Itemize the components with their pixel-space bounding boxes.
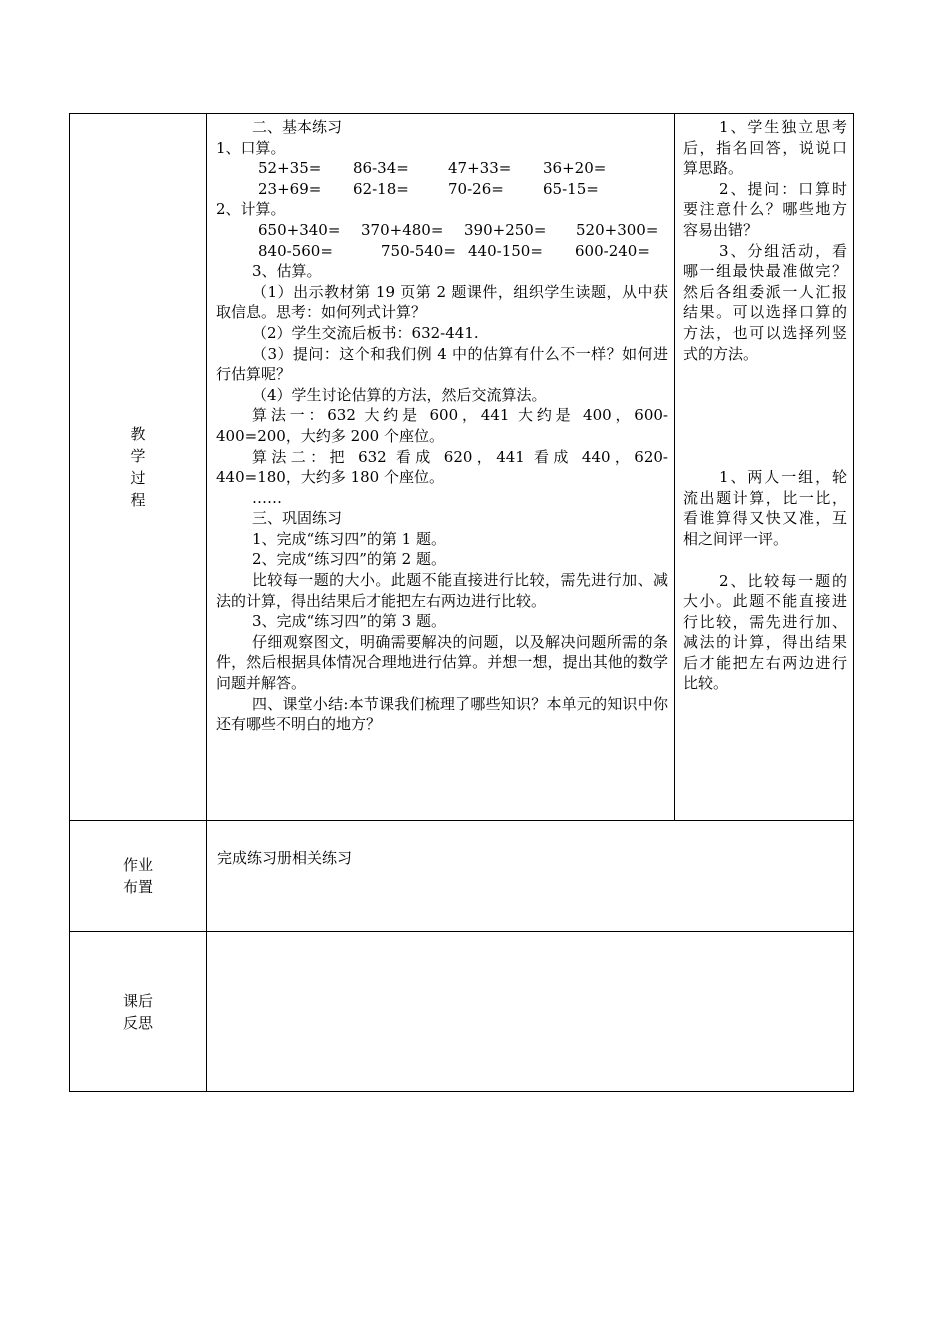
expression: 600-240= — [575, 241, 650, 260]
expression: 86-34= — [353, 159, 409, 178]
oral-calc-row-1 — [216, 158, 668, 179]
label-line: 作业 — [122, 856, 153, 874]
method-1: 算法一：632 大约是 600，441 大约是 400，600-400=200，大约多 200 个座位。 — [216, 406, 668, 445]
teaching-content-cell — [207, 114, 675, 821]
expression: 70-26= — [448, 179, 504, 198]
homework-cell: 完成练习册相关练习 — [207, 821, 854, 932]
expression: 650+340= — [258, 220, 341, 239]
activity-2: 2、提问：口算时要注意什么？哪些地方容易出错？ — [683, 179, 847, 239]
expression: 62-18= — [353, 179, 409, 198]
expression: 370+480= — [361, 220, 444, 239]
activity-5: 2、比较每一题的大小。此题不能直接进行比较，需先进行加、减法的计算，得出结果后才能把左右两边进行比较。 — [683, 571, 847, 693]
estimate-step-1: （1）出示教材第 19 页第 2 题课件，组织学生读题，从中获取信息。思考：如何列式计算？ — [216, 282, 668, 322]
label-line: 反思 — [122, 1013, 153, 1032]
oral-calc-title: 1、口算。 — [216, 138, 286, 157]
ellipsis: …… — [252, 488, 282, 507]
expression: 520+300= — [576, 220, 659, 239]
label-line: 课后 — [122, 991, 153, 1010]
label-char: 程 — [130, 491, 146, 509]
reflection-cell — [207, 932, 854, 1092]
student-activity-cell — [675, 114, 854, 821]
homework-row — [70, 821, 854, 932]
label-line: 布置 — [122, 878, 153, 896]
teaching-process-label — [70, 114, 207, 821]
expression: 750-540= — [381, 241, 456, 260]
section-3-title: 三、巩固练习 — [252, 509, 343, 528]
label-char: 学 — [130, 447, 146, 465]
expression: 390+250= — [464, 220, 547, 239]
oral-calc-row-2 — [216, 179, 668, 200]
expression: 52+35= — [258, 159, 322, 178]
exercise-2: 2、完成“练习四”的第 2 题。 — [252, 550, 446, 569]
expression: 840-560= — [258, 241, 333, 260]
expression: 23+69= — [258, 179, 322, 198]
homework-label — [70, 821, 207, 932]
reflection-row — [70, 932, 854, 1092]
calc-row-2 — [216, 241, 668, 262]
exercise-3-note: 仔细观察图文，明确需要解决的问题，以及解决问题所需的条件，然后根据具体情况合理地进行估算。并想一想，提出其他的数学问题并解答。 — [216, 632, 668, 693]
expression: 36+20= — [543, 159, 607, 178]
exercise-2-note: 比较每一题的大小。此题不能直接进行比较，需先进行加、减法的计算，得出结果后才能把左右两边进行比较。 — [216, 571, 668, 610]
teaching-process-row — [70, 114, 854, 821]
expression: 440-150= — [468, 241, 543, 260]
activity-4: 1、两人一组，轮流出题计算，比一比，看谁算得又快又准，互相之间评一评。 — [683, 468, 847, 548]
expression: 65-15= — [543, 179, 599, 198]
method-2: 算法二：把 632 看成 620，441 看成 440，620-440=180，大约多 180 个座位。 — [216, 447, 668, 487]
calc-title: 2、计算。 — [216, 200, 286, 219]
label-char: 过 — [130, 469, 146, 487]
expression: 47+33= — [448, 159, 512, 178]
estimate-title: 3、估算。 — [252, 262, 322, 281]
label-char: 教 — [130, 425, 146, 443]
activity-1: 1、学生独立思考后，指名回答，说说口算思路。 — [683, 118, 847, 178]
activity-3: 3、分组活动，看哪一组最快最准做完？然后各组委派一人汇报结果。可以选择口算的方法，也可以选择列竖式的方法。 — [683, 241, 847, 363]
estimate-step-2: （2）学生交流后板书：632-441. — [252, 323, 479, 342]
reflection-label — [70, 932, 207, 1092]
estimate-step-4: （4）学生讨论估算的方法，然后交流算法。 — [252, 385, 547, 404]
lesson-plan-table — [69, 113, 854, 1092]
section-4-summary: 四、课堂小结:本节课我们梳理了哪些知识？本单元的知识中你还有哪些不明白的地方？ — [216, 694, 668, 734]
estimate-step-3: （3）提问：这个和我们例 4 中的估算有什么不一样？如何进行估算呢？ — [216, 344, 668, 384]
section-2-title: 二、基本练习 — [252, 118, 343, 136]
exercise-1: 1、完成“练习四”的第 1 题。 — [252, 529, 446, 548]
exercise-3: 3、完成“练习四”的第 3 题。 — [252, 612, 446, 631]
calc-row-1 — [216, 220, 668, 241]
